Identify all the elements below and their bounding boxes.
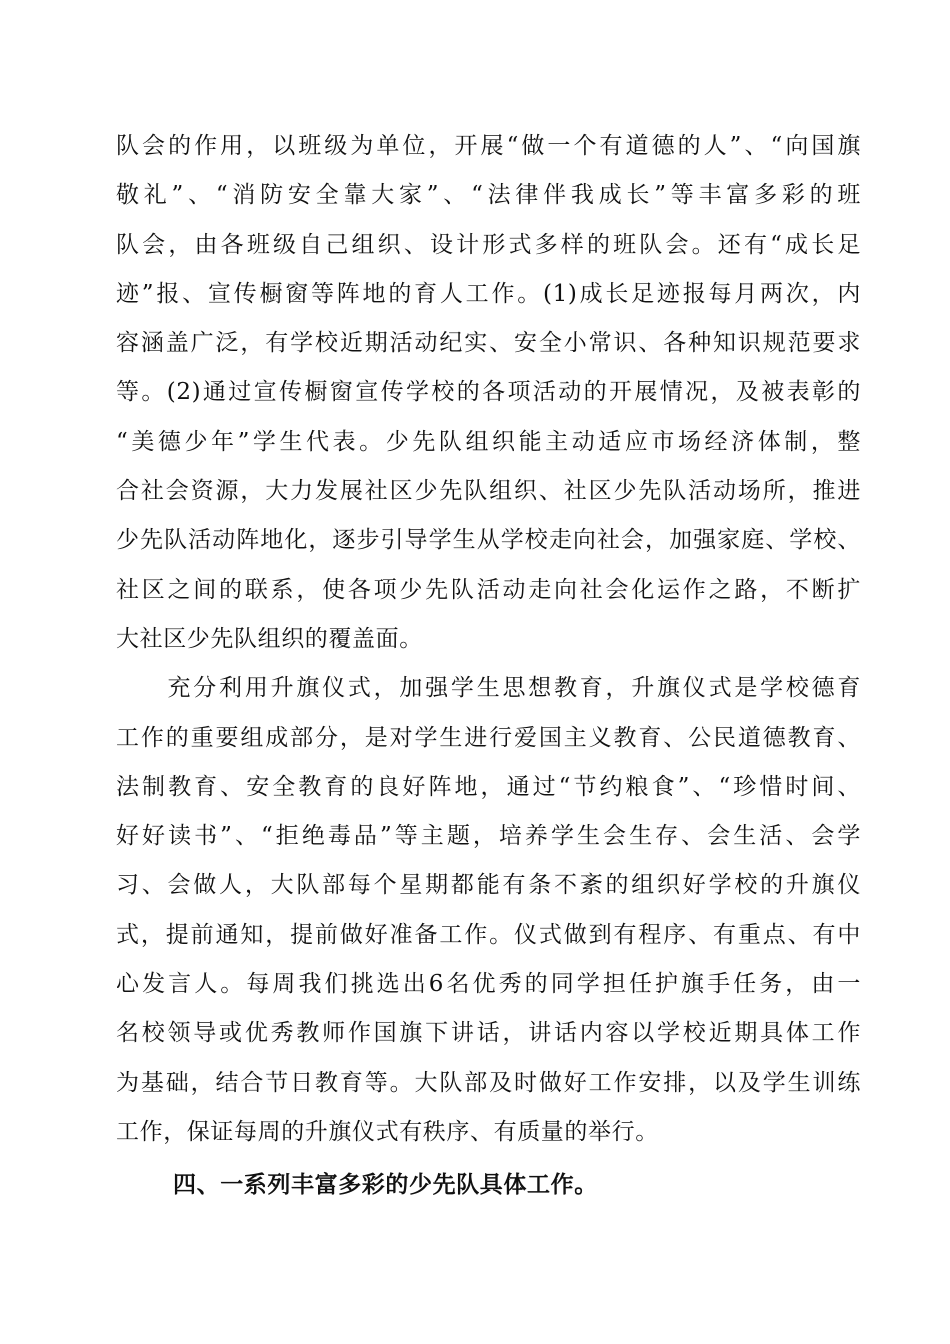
paragraph-2-line: 为基础，结合节日教育等。大队部及时做好工作安排，以及学生训练 [116,1069,861,1096]
section-heading: 四、一系列丰富多彩的少先队具体工作。 [173,1172,598,1198]
paragraph-1-line: 合社会资源，大力发展社区少先队组织、社区少先队活动场所，推进 [116,478,861,505]
paragraph-1-line: 容涵盖广泛，有学校近期活动纪实、安全小常识、各种知识规范要求 [116,330,861,357]
paragraph-2-line: 习、会做人，大队部每个星期都能有条不紊的组织好学校的升旗仪 [116,872,861,899]
paragraph-2-line: 充分利用升旗仪式，加强学生思想教育，升旗仪式是学校德育 [116,675,861,702]
paragraph-2-line-last: 工作，保证每周的升旗仪式有秩序、有质量的举行。 [116,1118,659,1145]
paragraph-2-line: 名校领导或优秀教师作国旗下讲话，讲话内容以学校近期具体工作 [116,1020,861,1047]
paragraph-1-line: 迹”报、宣传橱窗等阵地的育人工作。(1)成长足迹报每月两次，内 [116,280,861,307]
paragraph-2-line: 法制教育、安全教育的良好阵地，通过“节约粮食”、“珍惜时间、 [116,773,861,800]
paragraph-1-line: 等。(2)通过宣传橱窗宣传学校的各项活动的开展情况，及被表彰的 [116,379,861,406]
paragraph-1-line: 队会，由各班级自己组织、设计形式多样的班队会。还有“成长足 [116,231,861,258]
paragraph-1-line: “美德少年”学生代表。少先队组织能主动适应市场经济体制，整 [116,428,861,455]
paragraph-1-line: 敬礼”、“消防安全靠大家”、“法律伴我成长”等丰富多彩的班 [116,182,861,209]
paragraph-2-line: 式，提前通知，提前做好准备工作。仪式做到有程序、有重点、有中 [116,921,861,948]
paragraph-2-line: 好好读书”、“拒绝毒品”等主题，培养学生会生存、会生活、会学 [116,823,861,850]
document-body [116,122,861,1157]
paragraph-1-line-last: 大社区少先队组织的覆盖面。 [116,625,423,652]
paragraph-1-line: 队会的作用，以班级为单位，开展“做一个有道德的人”、“向国旗 [116,133,861,159]
paragraph-1-line: 少先队活动阵地化，逐步引导学生从学校走向社会，加强家庭、学校、 [116,527,861,554]
paragraph-2-line: 工作的重要组成部分，是对学生进行爱国主义教育、公民道德教育、 [116,724,861,751]
paragraph-1-line: 社区之间的联系，使各项少先队活动走向社会化运作之路，不断扩 [116,576,861,603]
paragraph-2-line: 心发言人。每周我们挑选出6名优秀的同学担任护旗手任务，由一 [116,971,861,998]
